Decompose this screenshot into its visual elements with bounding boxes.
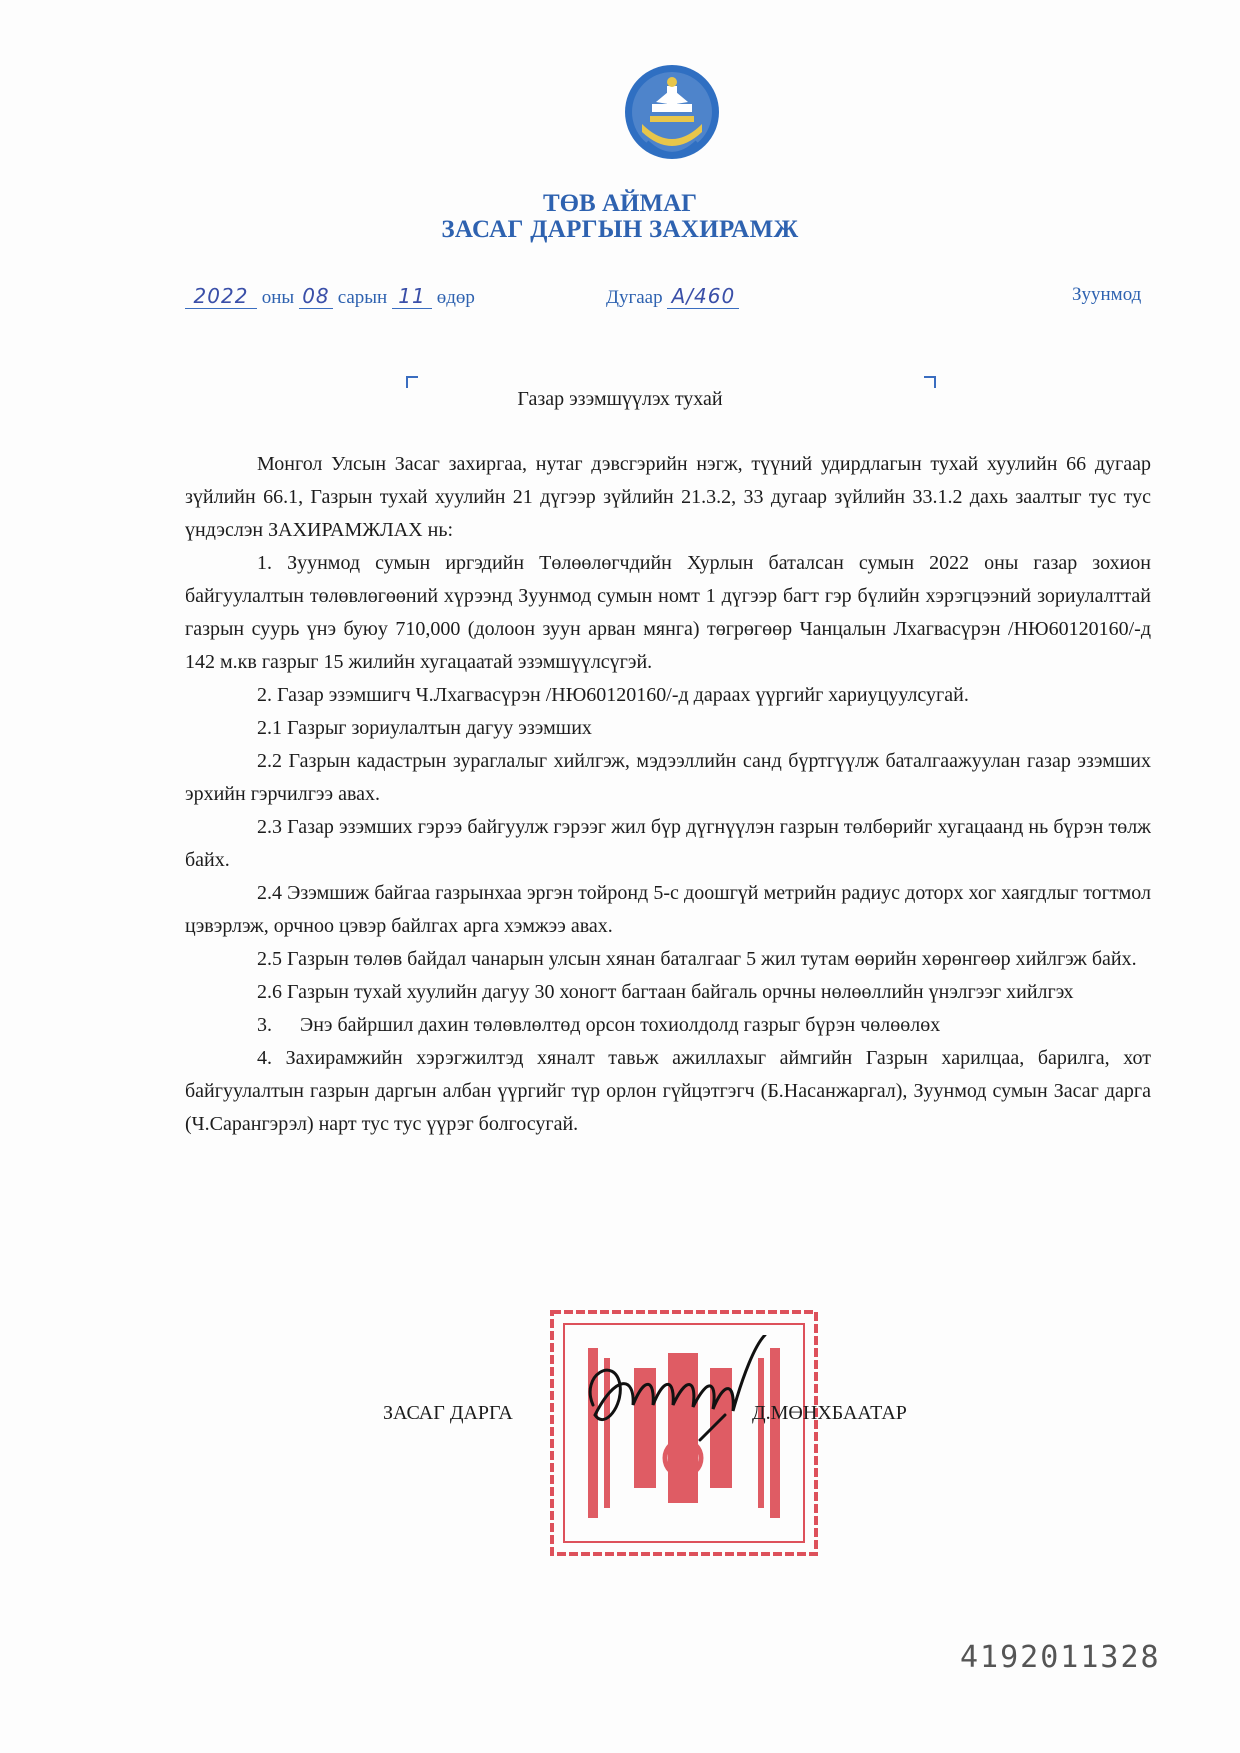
order-number-label: Дугаар [606,287,668,308]
paragraph-2: 2. Газар эзэмшигч Ч.Лхагвасүрэн /НЮ60120160/-д дараах үүргийг хариуцуулсугай. [257,684,969,706]
aimag-name: ТӨВ АЙМАГ [542,190,698,217]
date-year: 2022 [185,284,257,309]
paragraph-preamble: Монгол Улсын Засаг захиргаа, нутаг дэвсгэрийн нэгж, түүний удирдлагын тухай хуулийн 66 дугаар зүйлийн 66.1, Газрын тухай хуулийн 21 дүгээр зүйлийн 21.3.2, 33 дугаар зүйлийн 33.1.2 дахь заалтыг тус тус үндэслэн ЗАХИРАМЖЛАХ нь: [185,453,1151,541]
paragraph-2-2: 2.2 Газрын кадастрын зураглалыг хийлгэж, мэдээллийн санд бүртгүүлж баталгаажуулан газар эзэмших эрхийн гэрчилгээ авах. [185,750,1151,805]
date-day: 11 [392,284,432,309]
date-day-suffix: өдөр [431,287,475,308]
order-number-value: А/460 [667,284,739,309]
signatory-title: ЗАСАГ ДАРГА [383,1402,513,1424]
paragraph-4: 4. Захирамжийн хэрэгжилтэд хяналт тавьж ажиллахыг аймгийн Газрын харилцаа, барилга, хот байгуулалтын газрын даргын албан үүргийг түр орлон гүйцэтгэгч (Б.Насанжаргал), Зуунмод сумын Засаг дарга (Ч.Сарангэрэл) нарт тус тус үүрэг болгосугай. [185,1047,1151,1135]
paragraph-1: 1. Зуунмод сумын иргэдийн Төлөөлөгчдийн Хурлын баталсан сумын 2022 оны газар зохион байгуулалтын төлөвлөгөөний хүрээнд Зуунмод сумын номт 1 дүгээр багт гэр бүлийн хэрэгцээний зориулалттай газрын суурь үнэ буюу 710,000 (долоон зуун арван мянга) төгрөгөөр Чанцалын Лхагвасүрэн /НЮ60120160/-д 142 м.кв газрыг 15 жилийн хугацаатай эзэмшүүлсүгэй. [185,552,1151,673]
date-month: 08 [299,284,333,309]
date-line [185,284,475,309]
date-month-suffix: сарын [332,287,392,308]
order-body [185,448,1151,1141]
signatory-name: Д.МӨНХБААТАР [752,1402,907,1424]
paragraph-2-6: 2.6 Газрын тухай хуулийн дагуу 30 хоногт багтаан байгаль орчны нөлөөллийн үнэлгээг хийлгэх [257,981,1074,1003]
subject-title: Газар эзэмшүүлэх тухай [517,388,723,410]
date-year-suffix: оны [257,287,299,308]
handwritten-signature [575,1335,775,1445]
document-type-title: ЗАСАГ ДАРГЫН ЗАХИРАМЖ [441,216,799,243]
order-number [606,284,739,309]
state-emblem [622,62,722,166]
subject-corner-left [406,376,418,388]
place-name: Зуунмод [1072,284,1142,305]
document-serial-number: 4192011328 [960,1640,1161,1675]
subject-corner-right [924,376,936,388]
paragraph-2-4: 2.4 Эзэмшиж байгаа газрынхаа эргэн тойронд 5-с доошгүй метрийн радиус доторх хог хаягдлыг тогтмол цэвэрлэж, орчноо цэвэр байлгах арга хэмжээ авах. [185,882,1151,937]
paragraph-2-5: 2.5 Газрын төлөв байдал чанарын улсын хянан баталгааг 5 жил тутам өөрийн хөрөнгөөр хийлгэж байх. [257,948,1137,970]
paragraph-2-1: 2.1 Газрыг зориулалтын дагуу эзэмших [257,717,592,739]
paragraph-3-text: Энэ байршил дахин төлөвлөлтөд орсон тохиолдолд газрыг бүрэн чөлөөлөх [300,1014,941,1036]
paragraph-2-3: 2.3 Газар эзэмших гэрээ байгуулж гэрээг жил бүр дүгнүүлэн газрын төлбөрийг хугацаанд нь бүрэн төлж байх. [185,816,1151,871]
paragraph-3 [185,1009,1151,1042]
paragraph-3-number: 3. [257,1014,272,1036]
